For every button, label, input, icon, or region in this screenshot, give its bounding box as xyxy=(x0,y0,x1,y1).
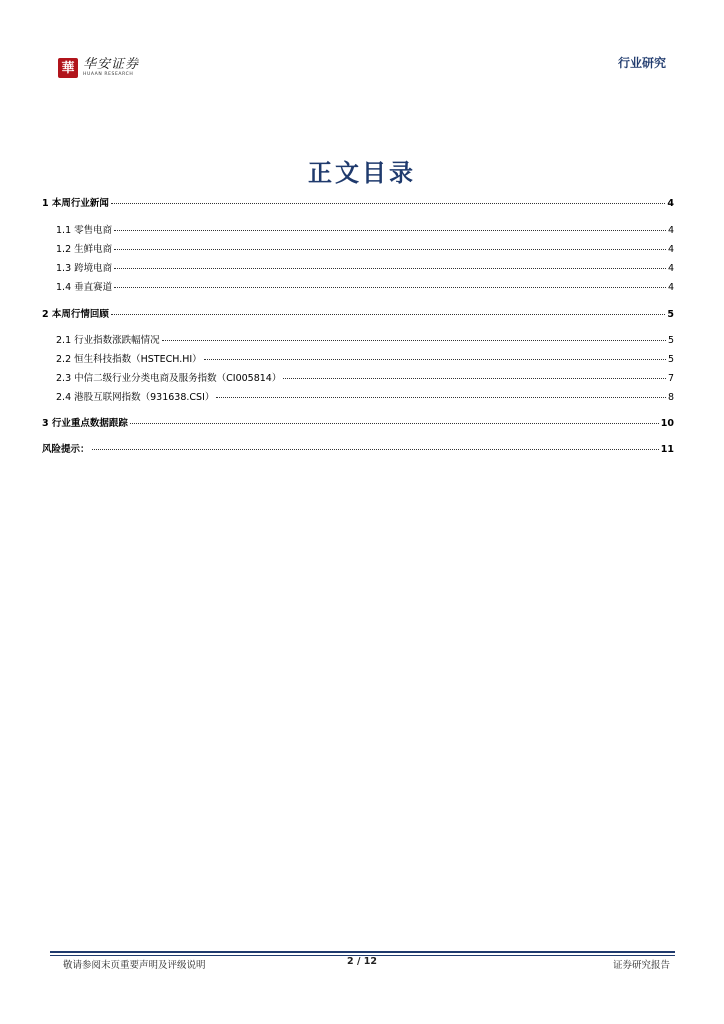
toc-entry-2-2[interactable] xyxy=(42,353,674,367)
logo-seal-icon: 華 xyxy=(58,58,78,78)
toc-entry-page: 5 xyxy=(667,354,674,365)
toc-entry-page: 4 xyxy=(667,225,674,236)
toc-entry-text: 2.3 中信二级行业分类电商及服务指数（CI005814） xyxy=(56,373,282,384)
toc-entry-3[interactable] xyxy=(42,417,674,431)
toc-entry-text: 1.2 生鲜电商 xyxy=(56,244,113,255)
toc-entry-page: 5 xyxy=(667,309,674,320)
toc-entry-page: 10 xyxy=(660,418,674,429)
toc-entry-page: 4 xyxy=(667,198,674,209)
toc-entry-text: 2 本周行情回顾 xyxy=(42,309,109,320)
footer-divider xyxy=(50,951,675,953)
toc-entry-page: 5 xyxy=(667,335,674,346)
toc-entry-text: 1.4 垂直赛道 xyxy=(56,282,113,293)
logo-chinese-name: 华安证券 xyxy=(83,57,140,72)
toc-entry-page: 7 xyxy=(667,373,674,384)
page-number: 2 / 12 xyxy=(347,956,377,967)
section-label: 行业研究 xyxy=(617,56,666,70)
toc-entry-text: 风险提示： xyxy=(42,444,90,455)
toc-entry-page: 4 xyxy=(667,282,674,293)
footer-disclaimer: 敬请参阅末页重要声明及评级说明 xyxy=(63,960,206,971)
toc-entry-page: 4 xyxy=(667,263,674,274)
toc-entry-2-4[interactable] xyxy=(42,391,674,405)
toc-entry-2-1[interactable] xyxy=(42,334,674,348)
toc-entry-page: 11 xyxy=(660,444,674,455)
toc-entry-text: 2.2 恒生科技指数（HSTECH.HI） xyxy=(56,354,202,365)
toc-entry-text: 1 本周行业新闻 xyxy=(42,198,109,209)
page-title: 正文目录 xyxy=(308,158,416,187)
toc-entry-text: 1.3 跨境电商 xyxy=(56,263,113,274)
toc-entry-risk[interactable] xyxy=(42,443,674,457)
toc-entry-1[interactable] xyxy=(42,197,674,211)
toc-entry-text: 3 行业重点数据跟踪 xyxy=(42,418,128,429)
toc-entry-text: 1.1 零售电商 xyxy=(56,225,113,236)
toc-entry-1-4[interactable] xyxy=(42,281,674,295)
toc-entry-2[interactable] xyxy=(42,308,674,322)
toc-entry-1-3[interactable] xyxy=(42,262,674,276)
toc-entry-1-1[interactable] xyxy=(42,224,674,238)
page-header xyxy=(0,0,724,100)
toc-entry-2-3[interactable] xyxy=(42,372,674,386)
logo-english-name: HUAAN RESEARCH xyxy=(83,72,134,77)
toc-entry-page: 4 xyxy=(667,244,674,255)
toc-entry-text: 2.1 行业指数涨跌幅情况 xyxy=(56,335,160,346)
toc-entry-page: 8 xyxy=(667,392,674,403)
toc-entry-text: 2.4 港股互联网指数（931638.CSI） xyxy=(56,392,215,403)
footer-report-type: 证券研究报告 xyxy=(612,960,670,971)
company-logo xyxy=(58,58,139,78)
toc-entry-1-2[interactable] xyxy=(42,243,674,257)
